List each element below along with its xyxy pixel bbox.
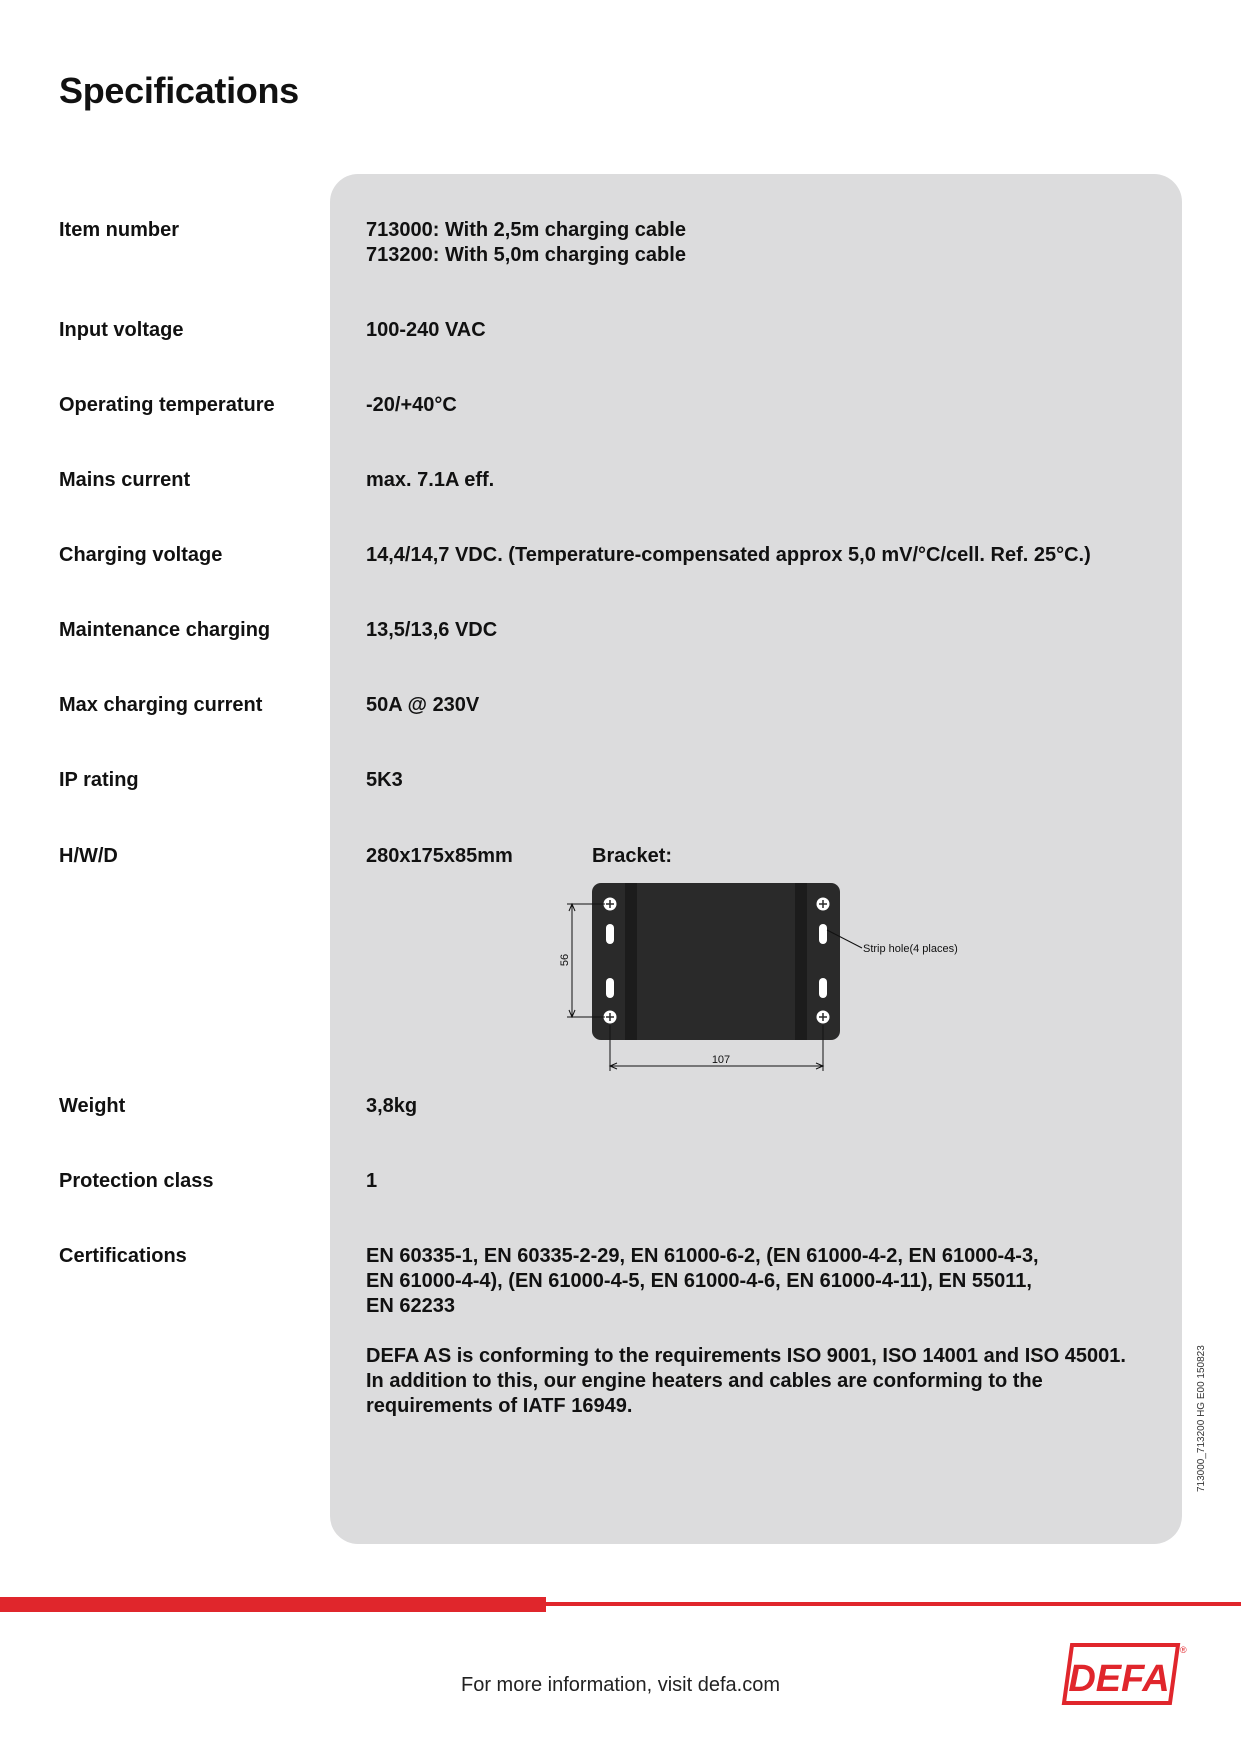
spec-value-ip-rating: 5K3 (366, 769, 403, 791)
spec-label-protection-class: Protection class (59, 1170, 214, 1192)
spec-value-max-charging-current: 50A @ 230V (366, 694, 480, 716)
registered-mark: ® (1180, 1645, 1187, 1655)
conformity-note-line: DEFA AS is conforming to the requirements ISO 9001, ISO 14001 and ISO 45001. (366, 1345, 1126, 1367)
height-dimension-label: 56 (559, 953, 571, 967)
bracket-bend-left (625, 883, 637, 1040)
spec-value-operating-temperature: -20/+40°C (366, 394, 457, 416)
bracket-title: Bracket: (592, 845, 673, 867)
conformity-note-line: In addition to this, our engine heaters and cables are conforming to the (366, 1370, 1043, 1392)
width-dimension-label: 107 (711, 1054, 731, 1066)
spec-value-certifications (366, 1244, 1126, 1419)
spec-label-certifications: Certifications (59, 1245, 187, 1267)
certification-line: EN 61000-4-4), (EN 61000-4-5, EN 61000-4-6, EN 61000-4-11), EN 55011, (366, 1270, 1032, 1292)
bracket-bend-right (795, 883, 807, 1040)
bracket-corner-hole (604, 1011, 617, 1024)
spec-label-charging-voltage: Charging voltage (59, 544, 223, 566)
spec-value-input-voltage: 100-240 VAC (366, 319, 486, 341)
spec-value-protection-class: 1 (366, 1170, 378, 1192)
strip-hole-callout-label: Strip hole(4 places) (863, 943, 958, 955)
spec-value-hwd: 280x175x85mm (366, 845, 513, 867)
spec-label-ip-rating: IP rating (59, 769, 139, 791)
bracket-corner-hole (604, 898, 617, 911)
bracket-strip-hole (606, 978, 614, 998)
spec-label-maintenance-charging: Maintenance charging (59, 619, 271, 641)
bracket-strip-hole (606, 924, 614, 944)
certification-line: EN 62233 (366, 1295, 455, 1317)
bracket-strip-hole (819, 924, 827, 944)
spec-value-weight: 3,8kg (366, 1095, 418, 1117)
item-number-line: 713200: With 5,0m charging cable (366, 244, 686, 266)
spec-label-mains-current: Mains current (59, 469, 191, 491)
bracket-corner-hole (817, 898, 830, 911)
certification-line: EN 60335-1, EN 60335-2-29, EN 61000-6-2, (EN 61000-4-2, EN 61000-4-3, (366, 1245, 1039, 1267)
bracket-corner-hole (817, 1011, 830, 1024)
defa-logo (1062, 1643, 1187, 1705)
footer-accent-bar (0, 1597, 546, 1612)
bracket-strip-hole (819, 978, 827, 998)
footer-info-text: For more information, visit defa.com (461, 1674, 780, 1696)
page-title: Specifications (59, 70, 299, 111)
spec-label-hwd: H/W/D (59, 845, 118, 867)
spec-label-item-number: Item number (59, 219, 180, 241)
spec-label-weight: Weight (59, 1095, 126, 1117)
spec-label-input-voltage: Input voltage (59, 319, 184, 341)
bracket-drawing (555, 875, 995, 1075)
document-code: 713000_713200 HG E00 150823 (1196, 1345, 1207, 1492)
item-number-line: 713000: With 2,5m charging cable (366, 219, 686, 241)
logo-wordmark: DEFA (1068, 1658, 1170, 1700)
spec-value-mains-current: max. 7.1A eff. (366, 469, 495, 491)
conformity-note-line: requirements of IATF 16949. (366, 1395, 633, 1417)
spec-value-item-number (366, 218, 686, 268)
spec-value-charging-voltage: 14,4/14,7 VDC. (Temperature-compensated approx 5,0 mV/°C/cell. Ref. 25°C.) (366, 544, 1091, 566)
spec-label-max-charging-current: Max charging current (59, 694, 263, 716)
spec-value-maintenance-charging: 13,5/13,6 VDC (366, 619, 498, 641)
spec-label-operating-temperature: Operating temperature (59, 394, 275, 416)
footer-accent-line (546, 1602, 1241, 1606)
